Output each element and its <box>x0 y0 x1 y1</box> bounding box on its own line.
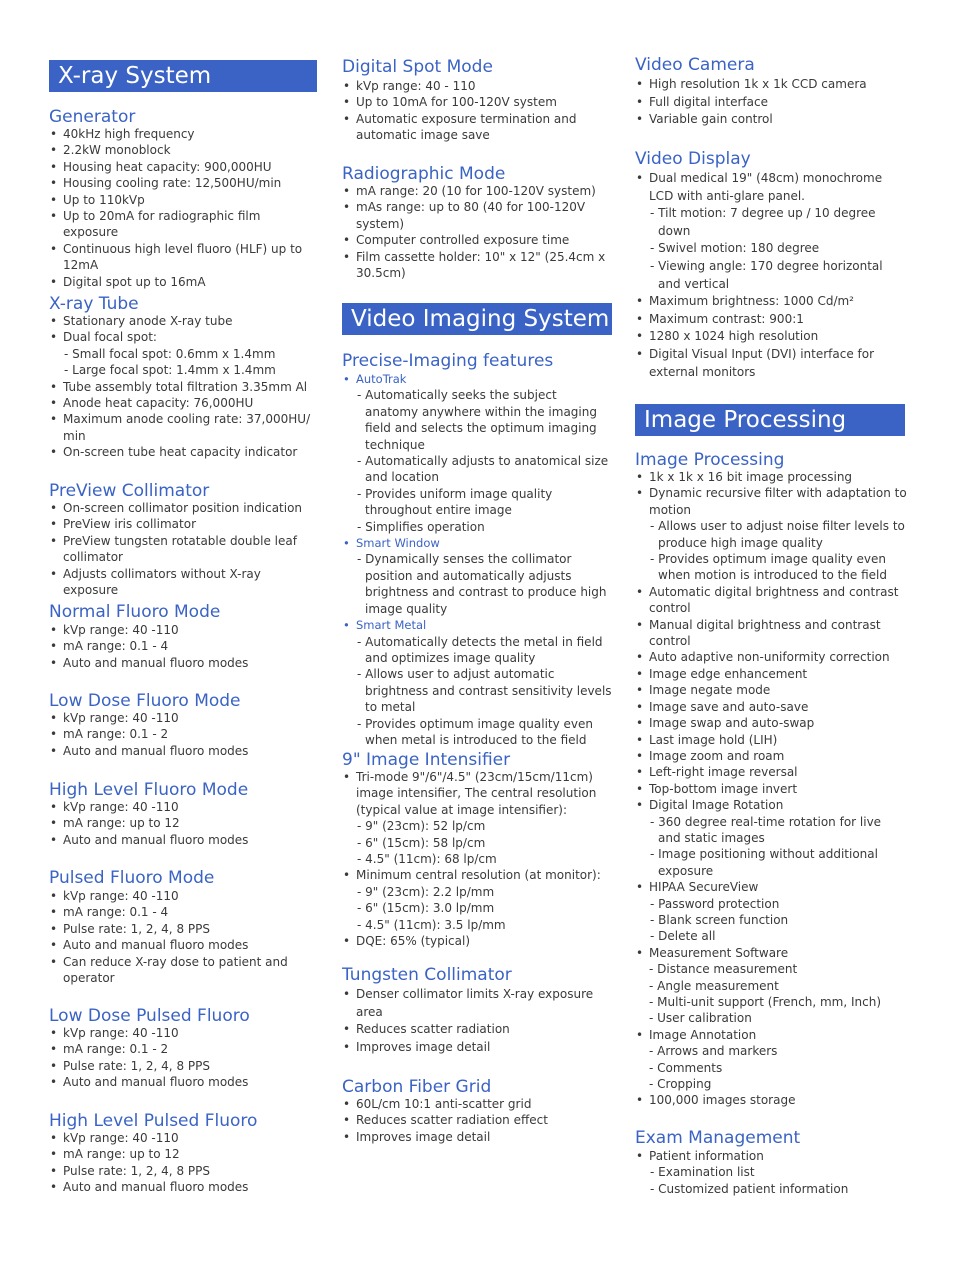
sub-item: - Arrows and markers <box>649 1044 778 1059</box>
bullet-item: • Auto and manual fluoro modes <box>49 1074 317 1090</box>
list-preview-collimator <box>49 500 317 598</box>
heading-high-level-pulsed: High Level Pulsed Fluoro <box>49 1111 258 1131</box>
bullet-item: • Patient information <box>635 1148 907 1164</box>
sub-item: - Image positioning without additional exposure <box>650 847 878 878</box>
list-low-dose-pulsed <box>49 1025 317 1091</box>
list-precise-imaging <box>342 371 612 748</box>
bullet-item: • Image zoom and roam <box>635 748 907 764</box>
bullet-item: • High resolution 1k x 1k CCD camera <box>635 76 907 94</box>
heading-low-dose-pulsed: Low Dose Pulsed Fluoro <box>49 1006 250 1026</box>
bullet-item: • kVp range: 40 -110 <box>49 888 317 904</box>
bullet-item: • Auto and manual fluoro modes <box>49 937 317 953</box>
bullet-item: • mA range: 20 (10 for 100-120V system) <box>342 183 612 199</box>
bullet-item: • Digital Image Rotation <box>635 797 907 813</box>
bullet-item: • mA range: 0.1 - 4 <box>49 904 317 920</box>
bullet-item: • kVp range: 40 -110 <box>49 710 317 726</box>
sub-item: - Multi-unit support (French, mm, Inch) <box>649 995 881 1009</box>
sub-item: - Automatically detects the metal in field and optimizes image quality <box>357 634 603 665</box>
bullet-item: • 1280 x 1024 high resolution <box>635 328 907 346</box>
list-generator <box>49 126 317 290</box>
bullet-item: • Top-bottom image invert <box>635 781 907 797</box>
list-tungsten-collimator <box>342 986 612 1056</box>
bullet-item: • Manual digital brightness and contrast control <box>635 617 907 650</box>
bullet-item: • kVp range: 40 -110 <box>49 799 317 815</box>
heading-tungsten-collimator: Tungsten Collimator <box>342 965 512 985</box>
bullet-item: • Auto and manual fluoro modes <box>49 743 317 759</box>
heading-exam-management: Exam Management <box>635 1128 801 1148</box>
bullet-item: • 100,000 images storage <box>635 1092 907 1108</box>
bullet-item: • Housing heat capacity: 900,000HU <box>49 159 317 175</box>
bullet-item: • Dual medical 19" (48cm) monochrome LCD with anti-glare panel. <box>635 170 907 205</box>
sub-item: - Angle measurement <box>649 978 779 993</box>
banner-image-processing: Image Processing <box>635 404 905 436</box>
heading-digital-spot: Digital Spot Mode <box>342 57 493 77</box>
bullet-item: • Film cassette holder: 10" x 12" (25.4cm x 30.5cm) <box>342 249 612 282</box>
list-video-camera <box>635 76 907 129</box>
bullet-item: • Automatic exposure termination and automatic image save <box>342 111 612 144</box>
bullet-item: • Reduces scatter radiation effect <box>342 1112 612 1128</box>
heading-image-intensifier: 9" Image Intensifier <box>342 750 511 770</box>
bullet-item: • Measurement Software <box>635 945 907 961</box>
list-radiographic <box>342 183 612 281</box>
sub-item: - Allows user to adjust automatic brightness and contrast sensitivity levels to metal <box>357 667 612 715</box>
heading-low-dose-fluoro: Low Dose Fluoro Mode <box>49 691 241 711</box>
heading-radiographic: Radiographic Mode <box>342 164 506 184</box>
sub-item: - Dynamically senses the collimator position and automatically adjusts brightness and contrast to produce high image quality <box>357 552 607 616</box>
sub-item: - Automatically adjusts to anatomical size and location <box>357 454 609 485</box>
bullet-item: • mA range: up to 12 <box>49 1146 317 1162</box>
sub-item: - Simplifies operation <box>357 519 485 534</box>
bullet-item: • Variable gain control <box>635 111 907 129</box>
bullet-item: • Pulse rate: 1, 2, 4, 8 PPS <box>49 1163 317 1179</box>
bullet-item: • PreView tungsten rotatable double leaf collimator <box>49 533 317 566</box>
bullet-item: • Image swap and auto-swap <box>635 715 907 731</box>
sub-item: - 360 degree real-time rotation for live and static images <box>650 814 882 845</box>
bullet-item: • PreView iris collimator <box>49 516 317 532</box>
bullet-item: • Image Annotation <box>635 1027 907 1043</box>
sub-item: - Small focal spot: 0.6mm x 1.4mm <box>64 346 276 361</box>
sub-item: - Provides optimum image quality even when motion is introduced to the field <box>650 552 888 583</box>
bullet-item: • On-screen collimator position indication <box>49 500 317 516</box>
sub-item: - 6" (15cm): 3.0 lp/mm <box>357 901 495 916</box>
bullet-item: • mA range: 0.1 - 4 <box>49 638 317 654</box>
bullet-item: • mA range: 0.1 - 2 <box>49 726 317 742</box>
list-exam-management <box>635 1148 907 1197</box>
bullet-item: • Tube assembly total filtration 3.35mm Al <box>49 379 317 395</box>
bullet-item: • Minimum central resolution (at monitor): <box>342 867 612 883</box>
list-carbon-fiber-grid <box>342 1096 612 1145</box>
banner-video-imaging: Video Imaging System <box>342 303 612 335</box>
sub-item: - Password protection <box>650 896 780 911</box>
bullet-item: • Pulse rate: 1, 2, 4, 8 PPS <box>49 1058 317 1074</box>
bullet-item: • Continuous high level fluoro (HLF) up to 12mA <box>49 241 317 274</box>
sub-item: - Blank screen function <box>650 912 789 927</box>
bullet-item: • Auto adaptive non-uniformity correction <box>635 649 907 665</box>
list-xray-tube <box>49 313 317 461</box>
bullet-item: • Improves image detail <box>342 1129 612 1145</box>
heading-normal-fluoro: Normal Fluoro Mode <box>49 602 221 622</box>
sub-item: - Examination list <box>650 1165 755 1180</box>
sub-item: - Large focal spot: 1.4mm x 1.4mm <box>64 363 276 378</box>
bullet-item: • kVp range: 40 - 110 <box>342 78 612 94</box>
bullet-item: • Up to 20mA for radiographic film exposure <box>49 208 317 241</box>
sub-item: - User calibration <box>649 1011 752 1026</box>
heading-video-display: Video Display <box>635 149 751 169</box>
bullet-item: • Adjusts collimators without X-ray exposure <box>49 566 317 599</box>
sub-item: - 9" (23cm): 2.2 lp/mm <box>357 884 495 899</box>
bullet-item: • Automatic digital brightness and contrast control <box>635 584 907 617</box>
heading-preview-collimator: PreView Collimator <box>49 481 210 501</box>
heading-video-camera: Video Camera <box>635 55 755 75</box>
bullet-item: • Digital spot up to 16mA <box>49 274 317 290</box>
sub-item: - Delete all <box>650 929 716 944</box>
sub-item: - Cropping <box>649 1077 712 1092</box>
bullet-item: • mA range: up to 12 <box>49 815 317 831</box>
bullet-item: • Housing cooling rate: 12,500HU/min <box>49 175 317 191</box>
sub-item: - Comments <box>649 1060 723 1075</box>
bullet-item: • Up to 10mA for 100-120V system <box>342 94 612 110</box>
sub-item: - Viewing angle: 170 degree horizontal and vertical <box>650 258 883 291</box>
bullet-item: • Auto and manual fluoro modes <box>49 832 317 848</box>
bullet-item: • mAs range: up to 80 (40 for 100-120V system) <box>342 199 612 232</box>
bullet-item: • Denser collimator limits X-ray exposure area <box>342 986 612 1021</box>
bullet-item: • Maximum anode cooling rate: 37,000HU/ min <box>49 411 317 444</box>
bullet-item: • Up to 110kVp <box>49 192 317 208</box>
bullet-item: • kVp range: 40 -110 <box>49 622 317 638</box>
sub-item: - Customized patient information <box>650 1181 849 1196</box>
feature-label: • AutoTrak <box>342 371 612 387</box>
heading-carbon-fiber-grid: Carbon Fiber Grid <box>342 1077 492 1097</box>
feature-label: • Smart Window <box>342 535 612 551</box>
bullet-item: • mA range: 0.1 - 2 <box>49 1041 317 1057</box>
heading-xray-tube: X-ray Tube <box>49 294 139 314</box>
list-low-dose-fluoro <box>49 710 317 759</box>
list-video-display <box>635 170 907 381</box>
sub-item: - 4.5" (11cm): 3.5 lp/mm <box>357 917 506 932</box>
bullet-item: • Tri-mode 9"/6"/4.5" (23cm/15cm/11cm) image intensifier, The central resolution (typical value at image intensifier): <box>342 769 612 818</box>
bullet-item: • Full digital interface <box>635 94 907 112</box>
bullet-item: • Maximum contrast: 900:1 <box>635 311 907 329</box>
list-pulsed-fluoro <box>49 888 317 986</box>
list-high-level-pulsed <box>49 1130 317 1196</box>
sub-item: - 4.5" (11cm): 68 lp/cm <box>357 852 497 867</box>
bullet-item: • 60L/cm 10:1 anti-scatter grid <box>342 1096 612 1112</box>
bullet-item: • Image negate mode <box>635 682 907 698</box>
heading-image-processing: Image Processing <box>635 450 785 470</box>
bullet-item: • Can reduce X-ray dose to patient and operator <box>49 954 317 987</box>
sub-item: - Swivel motion: 180 degree <box>650 241 820 256</box>
bullet-item: • Dynamic recursive filter with adaptation to motion <box>635 485 907 518</box>
sub-item: - Provides optimum image quality even when metal is introduced to the field <box>357 716 594 747</box>
sub-item: - 6" (15cm): 58 lp/cm <box>357 835 486 850</box>
list-digital-spot <box>342 78 612 144</box>
sub-item: - Distance measurement <box>649 962 798 977</box>
heading-high-level-fluoro: High Level Fluoro Mode <box>49 780 249 800</box>
list-image-intensifier <box>342 769 612 949</box>
bullet-item: • Computer controlled exposure time <box>342 232 612 248</box>
bullet-item: • On-screen tube heat capacity indicator <box>49 444 317 460</box>
heading-precise-imaging: Precise-Imaging features <box>342 351 554 371</box>
feature-label: • Smart Metal <box>342 617 612 633</box>
list-high-level-fluoro <box>49 799 317 848</box>
sub-item: - Provides uniform image quality throughout entire image <box>357 486 553 518</box>
bullet-item: • 40kHz high frequency <box>49 126 317 142</box>
sub-item: - 9" (23cm): 52 lp/cm <box>357 819 486 834</box>
bullet-item: • Maximum brightness: 1000 Cd/m² <box>635 293 907 311</box>
bullet-item: • Left-right image reversal <box>635 764 907 780</box>
bullet-item: • 1k x 1k x 16 bit image processing <box>635 469 907 485</box>
heading-generator: Generator <box>49 107 136 127</box>
bullet-item: • HIPAA SecureView <box>635 879 907 895</box>
heading-pulsed-fluoro: Pulsed Fluoro Mode <box>49 868 215 888</box>
sub-item: - Automatically seeks the subject anatomy anywhere within the imaging field and selects the optimum imaging technique <box>357 388 597 452</box>
bullet-item: • Auto and manual fluoro modes <box>49 1179 317 1195</box>
sub-item: - Allows user to adjust noise filter levels to produce high image quality <box>650 519 905 550</box>
bullet-item: • Last image hold (LIH) <box>635 732 907 748</box>
bullet-item: • 2.2kW monoblock <box>49 142 317 158</box>
bullet-item: • Pulse rate: 1, 2, 4, 8 PPS <box>49 921 317 937</box>
bullet-item: • Improves image detail <box>342 1039 612 1057</box>
bullet-item: • Image save and auto-save <box>635 699 907 715</box>
bullet-item: • Dual focal spot: <box>49 329 317 345</box>
bullet-item: • Anode heat capacity: 76,000HU <box>49 395 317 411</box>
bullet-item: • Reduces scatter radiation <box>342 1021 612 1039</box>
bullet-item: • DQE: 65% (typical) <box>342 933 612 949</box>
bullet-item: • Image edge enhancement <box>635 666 907 682</box>
bullet-item: • Stationary anode X-ray tube <box>49 313 317 329</box>
bullet-item: • kVp range: 40 -110 <box>49 1025 317 1041</box>
bullet-item: • Digital Visual Input (DVI) interface for external monitors <box>635 346 907 381</box>
banner-xray-system: X-ray System <box>49 60 317 92</box>
bullet-item: • kVp range: 40 -110 <box>49 1130 317 1146</box>
sub-item: - Tilt motion: 7 degree up / 10 degree down <box>650 206 876 238</box>
list-normal-fluoro <box>49 622 317 671</box>
list-image-processing <box>635 469 907 1109</box>
bullet-item: • Auto and manual fluoro modes <box>49 655 317 671</box>
